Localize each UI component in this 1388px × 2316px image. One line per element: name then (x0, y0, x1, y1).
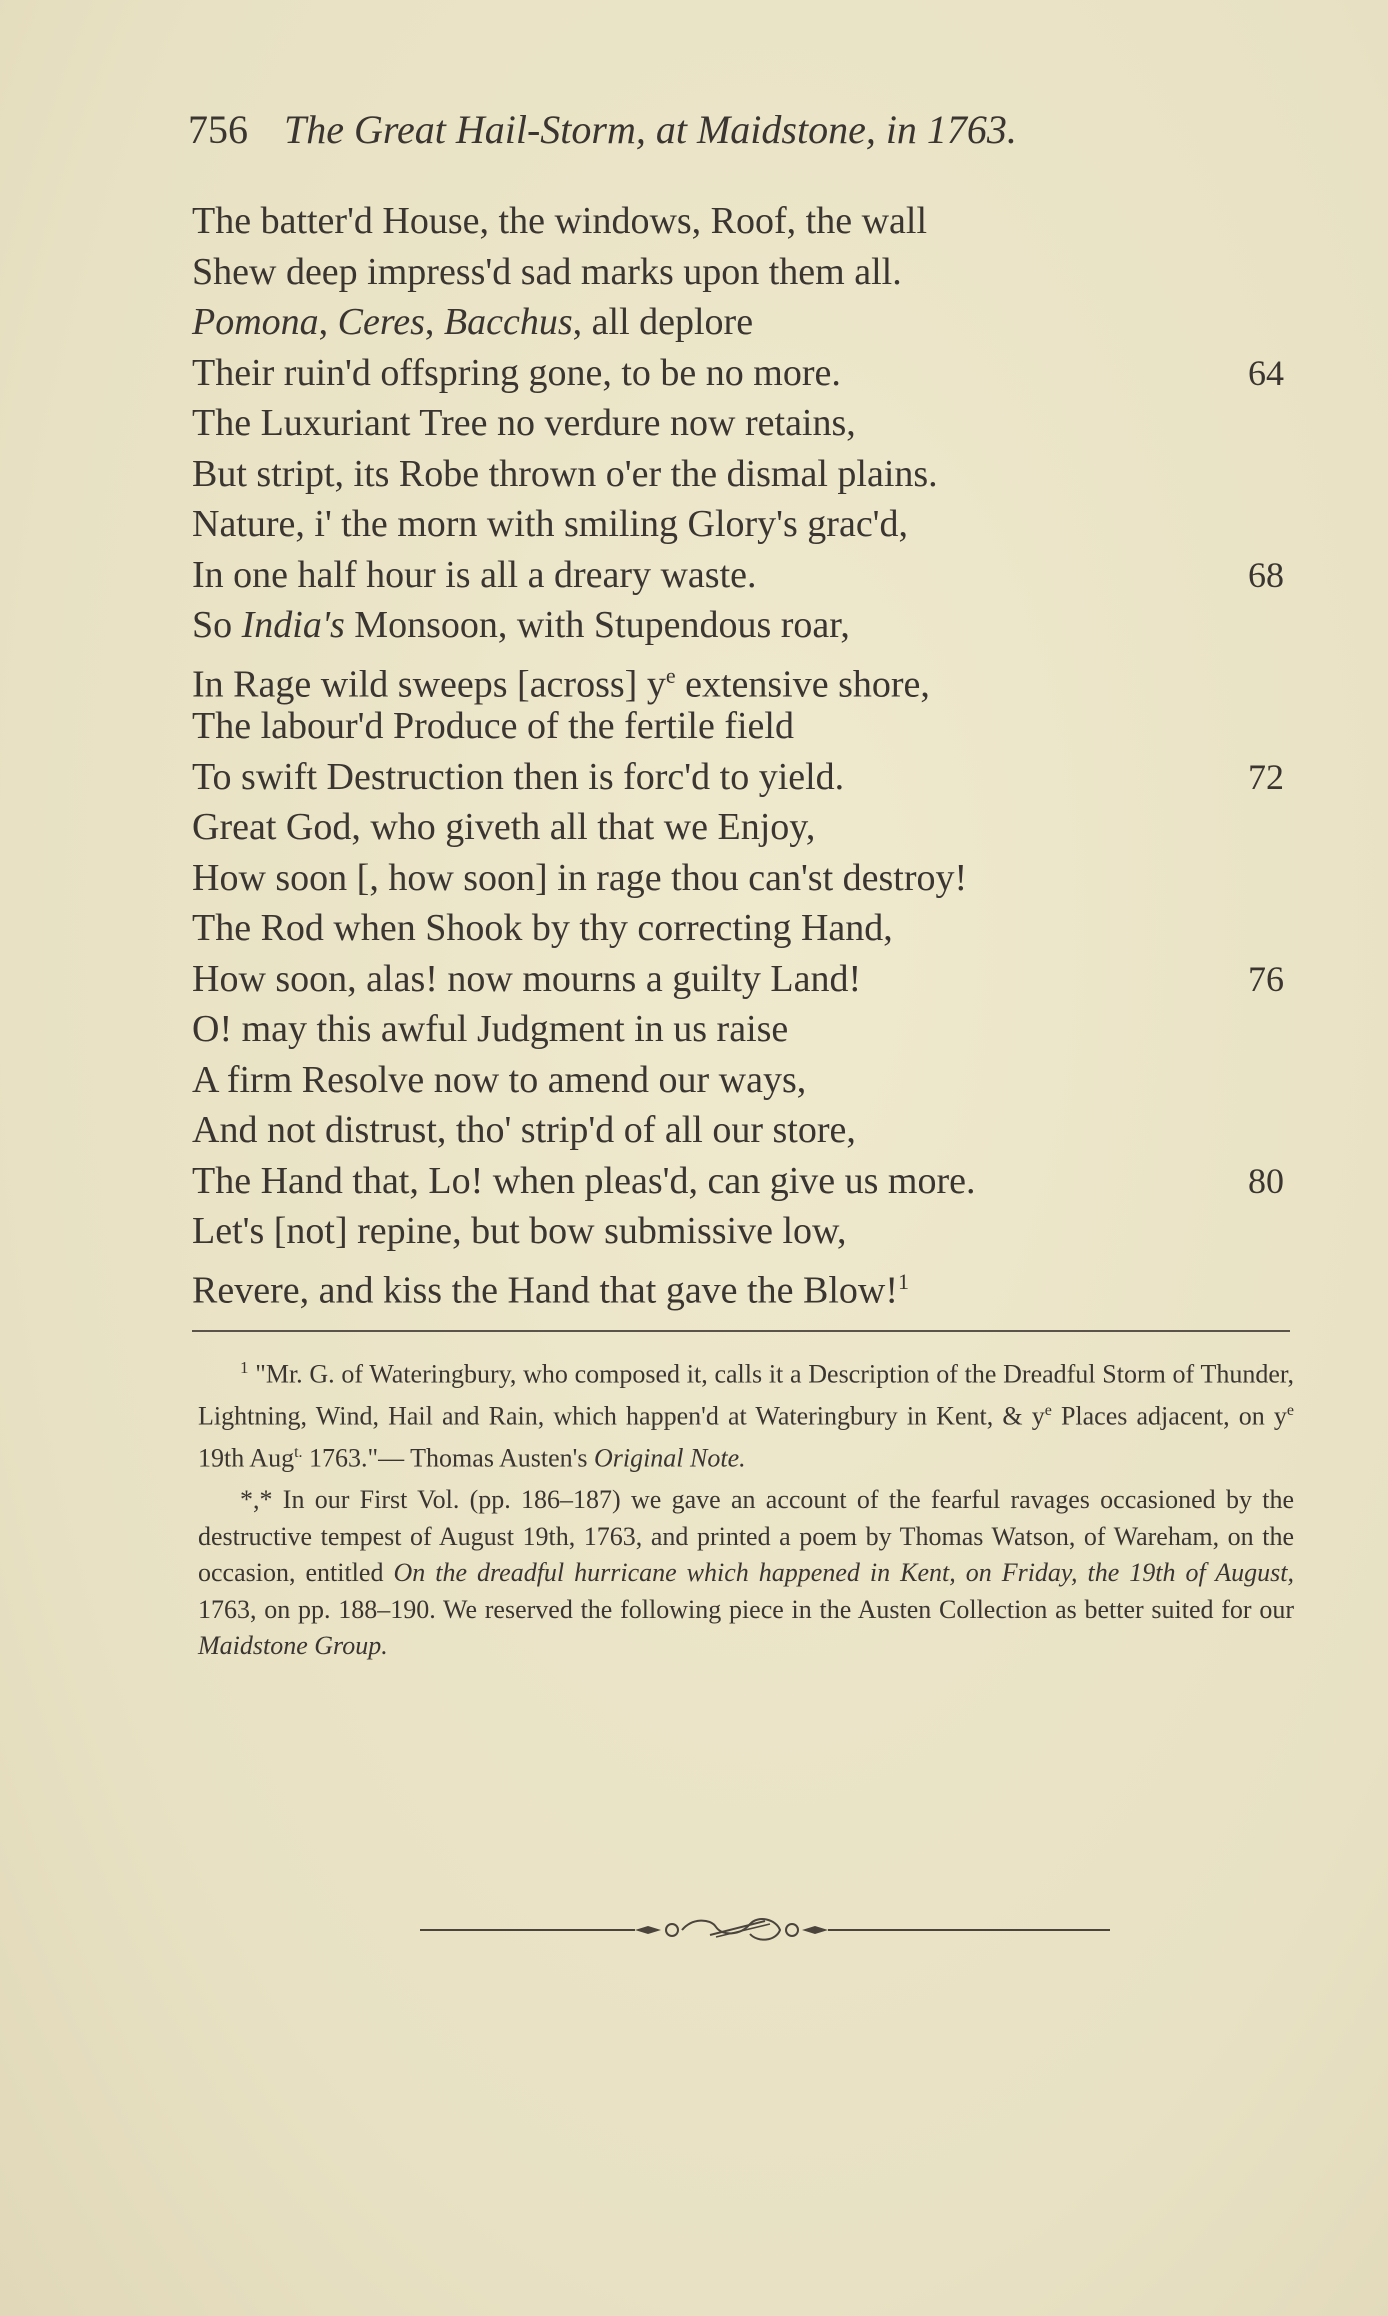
decorative-divider-ornament (420, 1915, 1110, 1945)
poem-line: How soon, alas! now mourns a guilty Land! 76 (192, 954, 1292, 1005)
poem-line: So India's Monsoon, with Stupendous roar, (192, 604, 850, 646)
page-number: 756 (188, 107, 248, 152)
poem-line: A firm Resolve now to amend our ways, (192, 1058, 807, 1101)
footnote-ref: 1 (897, 1268, 909, 1294)
line-number: 76 (1248, 958, 1284, 999)
footnotes (198, 1350, 1294, 1665)
poem-line: How soon [, how soon] in rage thou can'st destroy! (192, 856, 968, 899)
poem-line: The batter'd House, the windows, Roof, the wall (192, 200, 928, 242)
line-number: 64 (1248, 352, 1284, 393)
footnote-2: *,* In our First Vol. (pp. 186–187) we gave an account of the fearful ravages occasioned by the destructive tempest of August 19th, 1763, and printed a poem by Thomas Watson, of Wareham, on the occasion, entitled On the dreadful hurricane which happened in Kent, on Friday, the 19th of August, 1763, on pp. 188–190. We reserved the following piece in the Austen Collection as better suited for our Maidstone Group. (198, 1485, 1295, 1661)
poem-line: Great God, who giveth all that we Enjoy, (192, 806, 816, 848)
poem-line: The Luxuriant Tree no verdure now retains, (192, 402, 856, 444)
poem-line: O! may this awful Judgment in us raise (192, 1008, 789, 1050)
running-header (188, 100, 1218, 160)
poem-line: Shew deep impress'd sad marks upon them all. (192, 250, 902, 293)
line-number: 68 (1248, 554, 1284, 595)
poem-line: The labour'd Produce of the fertile field (192, 705, 794, 747)
line-number: 72 (1248, 756, 1284, 797)
poem-line: In Rage wild sweeps [across] $y^e$ extensive shore, (192, 662, 930, 706)
poem (192, 196, 1292, 1312)
poem-line: The Hand that, Lo! when pleas'd, can give us more. 80 (192, 1156, 1292, 1207)
footnote-divider (192, 1330, 1290, 1332)
running-title: The Great Hail-Storm, at Maidstone, in 1763. (284, 107, 1017, 152)
poem-line: Their ruin'd offspring gone, to be no more. 64 (192, 348, 1292, 399)
poem-line: Revere, and kiss the Hand that gave the Blow!$^1$ (192, 1268, 909, 1312)
poem-line: But stript, its Robe thrown o'er the dismal plains. (192, 452, 938, 495)
poem-line: And not distrust, tho' strip'd of all our store, (192, 1109, 856, 1151)
poem-line: Nature, i' the morn with smiling Glory's grac'd, (192, 503, 909, 545)
poem-line: To swift Destruction then is forc'd to yield. 72 (192, 752, 1292, 803)
footnote-1: $^1$ "Mr. G. of Wateringbury, who composed it, calls it a Description of the Dreadful Storm of Thunder, Lightning, Wind, Hail and Rain, which happen'd at Wateringbury in Kent, & $y^e$ Places adjacent, on $y^e$ 19th Aug$^{t.}$ 1763."— Thomas Austen's Original Note. (198, 1358, 1295, 1473)
poem-line: Pomona, Ceres, Bacchus, all deplore (192, 301, 754, 343)
line-number: 80 (1248, 1160, 1284, 1201)
poem-line: In one half hour is all a dreary waste. 68 (192, 550, 1292, 601)
poem-line: The Rod when Shook by thy correcting Hand, (192, 907, 893, 949)
poem-line: Let's [not] repine, but bow submissive low, (192, 1210, 847, 1252)
